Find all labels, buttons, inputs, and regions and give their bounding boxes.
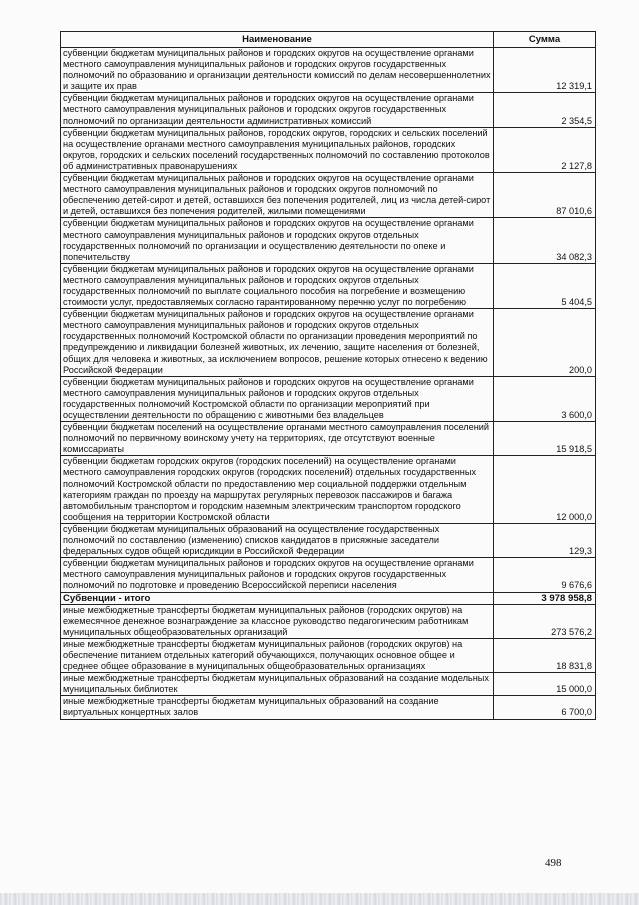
row-sum-cell: 2 127,8	[494, 127, 596, 172]
row-name-cell: субвенции бюджетам муниципальных образований на осуществление государственных полномочий по составлению (изменению) списков кандидатов в присяжные заседатели федеральных судов общей юрисдикции в Российской Федерации	[61, 523, 494, 557]
row-sum-cell: 2 354,5	[494, 93, 596, 127]
table-row	[61, 127, 596, 172]
page-number: 498	[545, 857, 562, 869]
column-header-name: Наименование	[61, 32, 494, 48]
row-name-cell: иные межбюджетные трансферты бюджетам муниципальных образований на создание модельных муниципальных библиотек	[61, 673, 494, 696]
table-row	[61, 48, 596, 93]
column-header-sum: Сумма	[494, 32, 596, 48]
row-name-cell: субвенции бюджетам городских округов (городских поселений) на осуществление органами местного самоуправления городских округов (городских поселений) отдельных государственных полномочий Костромской области по предоставлению мер социальной поддержки отдельным категориям граждан по проезду на маршрутах регулярных перевозок пассажиров и багажа автомобильным транспортом и городским наземным электрическим транспортом городского сообщения на территории Костромской области	[61, 456, 494, 524]
row-sum-cell: 15 000,0	[494, 673, 596, 696]
row-name-cell: субвенции бюджетам муниципальных районов и городских округов на осуществление органами местного самоуправления муниципальных районов и городских округов отдельных государственных полномочий Костромской области по организации проведения мероприятий по предупреждению и ликвидации болезней животных, их лечению, защите населения от болезней, общих для человека и животных, за исключением вопросов, решение которых отнесено к ведению Российской Федерации	[61, 309, 494, 377]
row-sum-cell: 3 978 958,8	[494, 592, 596, 604]
row-name-cell: иные межбюджетные трансферты бюджетам муниципальных районов (городских округов) на обеспечение питанием отдельных категорий обучающихся, получающих основное общее и среднее общее образование в муниципальных общеобразовательных организациях	[61, 638, 494, 672]
row-sum-cell: 273 576,2	[494, 604, 596, 638]
table-body	[61, 48, 596, 720]
row-sum-cell: 129,3	[494, 523, 596, 557]
row-name-cell: иные межбюджетные трансферты бюджетам муниципальных образований на создание виртуальных концертных залов	[61, 696, 494, 719]
row-name-cell: субвенции бюджетам муниципальных районов и городских округов на осуществление органами местного самоуправления муниципальных районов и городских округов государственных полномочий по подготовке и проведению Всероссийской переписи населения	[61, 558, 494, 592]
table-row	[61, 422, 596, 456]
row-sum-cell: 34 082,3	[494, 218, 596, 263]
header-row	[61, 32, 596, 48]
row-sum-cell: 87 010,6	[494, 173, 596, 218]
table-row	[61, 673, 596, 696]
row-name-cell: субвенции бюджетам муниципальных районов и городских округов на осуществление органами местного самоуправления муниципальных районов и городских округов полномочий по обеспечению детей-сирот и детей, оставшихся без попечения родителей, лиц из числа детей-сирот и детей, оставшихся без попечения родителей, жилыми помещениями	[61, 173, 494, 218]
row-sum-cell: 18 831,8	[494, 638, 596, 672]
budget-table	[60, 31, 596, 720]
total-row	[61, 592, 596, 604]
table-row	[61, 376, 596, 421]
row-name-cell: субвенции бюджетам муниципальных районов и городских округов на осуществление органами местного самоуправления муниципальных районов и городских округов отдельных государственных полномочий Костромской области по организации мероприятий при осуществлении деятельности по обращению с животными без владельцев	[61, 376, 494, 421]
table-row	[61, 638, 596, 672]
row-name-cell: субвенции бюджетам поселений на осуществление органами местного самоуправления поселений полномочий по первичному воинскому учету на территориях, где отсутствуют военные комиссариаты	[61, 422, 494, 456]
row-name-cell: Субвенции - итого	[61, 592, 494, 604]
row-sum-cell: 200,0	[494, 309, 596, 377]
row-sum-cell: 5 404,5	[494, 263, 596, 308]
scan-edge-strip	[0, 893, 639, 905]
row-name-cell: субвенции бюджетам муниципальных районов и городских округов на осуществление органами местного самоуправления муниципальных районов и городских округов государственных полномочий по организации деятельности административных комиссий	[61, 93, 494, 127]
row-sum-cell: 12 319,1	[494, 48, 596, 93]
row-name-cell: субвенции бюджетам муниципальных районов и городских округов на осуществление органами местного самоуправления муниципальных районов и городских округов отдельных государственных полномочий по выплате социального пособия на погребение и возмещению стоимости услуг, предоставляемых согласно гарантированному перечню услуг по погребению	[61, 263, 494, 308]
row-sum-cell: 12 000,0	[494, 456, 596, 524]
table-row	[61, 93, 596, 127]
table-row	[61, 558, 596, 592]
table-row	[61, 604, 596, 638]
table-row	[61, 696, 596, 719]
table-row	[61, 218, 596, 263]
row-name-cell: иные межбюджетные трансферты бюджетам муниципальных районов (городских округов) на ежемесячное денежное вознаграждение за классное руководство педагогическим работникам муниципальных общеобразовательных организаций	[61, 604, 494, 638]
row-sum-cell: 3 600,0	[494, 376, 596, 421]
table-row	[61, 456, 596, 524]
row-sum-cell: 15 918,5	[494, 422, 596, 456]
row-sum-cell: 6 700,0	[494, 696, 596, 719]
table-row	[61, 523, 596, 557]
table-row	[61, 173, 596, 218]
row-name-cell: субвенции бюджетам муниципальных районов и городских округов на осуществление органами местного самоуправления муниципальных районов и городских округов государственных полномочий по образованию и организации деятельности комиссий по делам несовершеннолетних и защите их прав	[61, 48, 494, 93]
row-sum-cell: 9 676,6	[494, 558, 596, 592]
table-row	[61, 309, 596, 377]
row-name-cell: субвенции бюджетам муниципальных районов, городских округов, городских и сельских поселений на осуществление органами местного самоуправления муниципальных районов, городских округов, городских и сельских поселений государственных полномочий по составлению протоколов об административных правонарушениях	[61, 127, 494, 172]
table-header	[61, 32, 596, 48]
table-row	[61, 263, 596, 308]
row-name-cell: субвенции бюджетам муниципальных районов и городских округов на осуществление органами местного самоуправления муниципальных районов и городских округов отдельных государственных полномочий по организации и осуществлению деятельности по опеке и попечительству	[61, 218, 494, 263]
